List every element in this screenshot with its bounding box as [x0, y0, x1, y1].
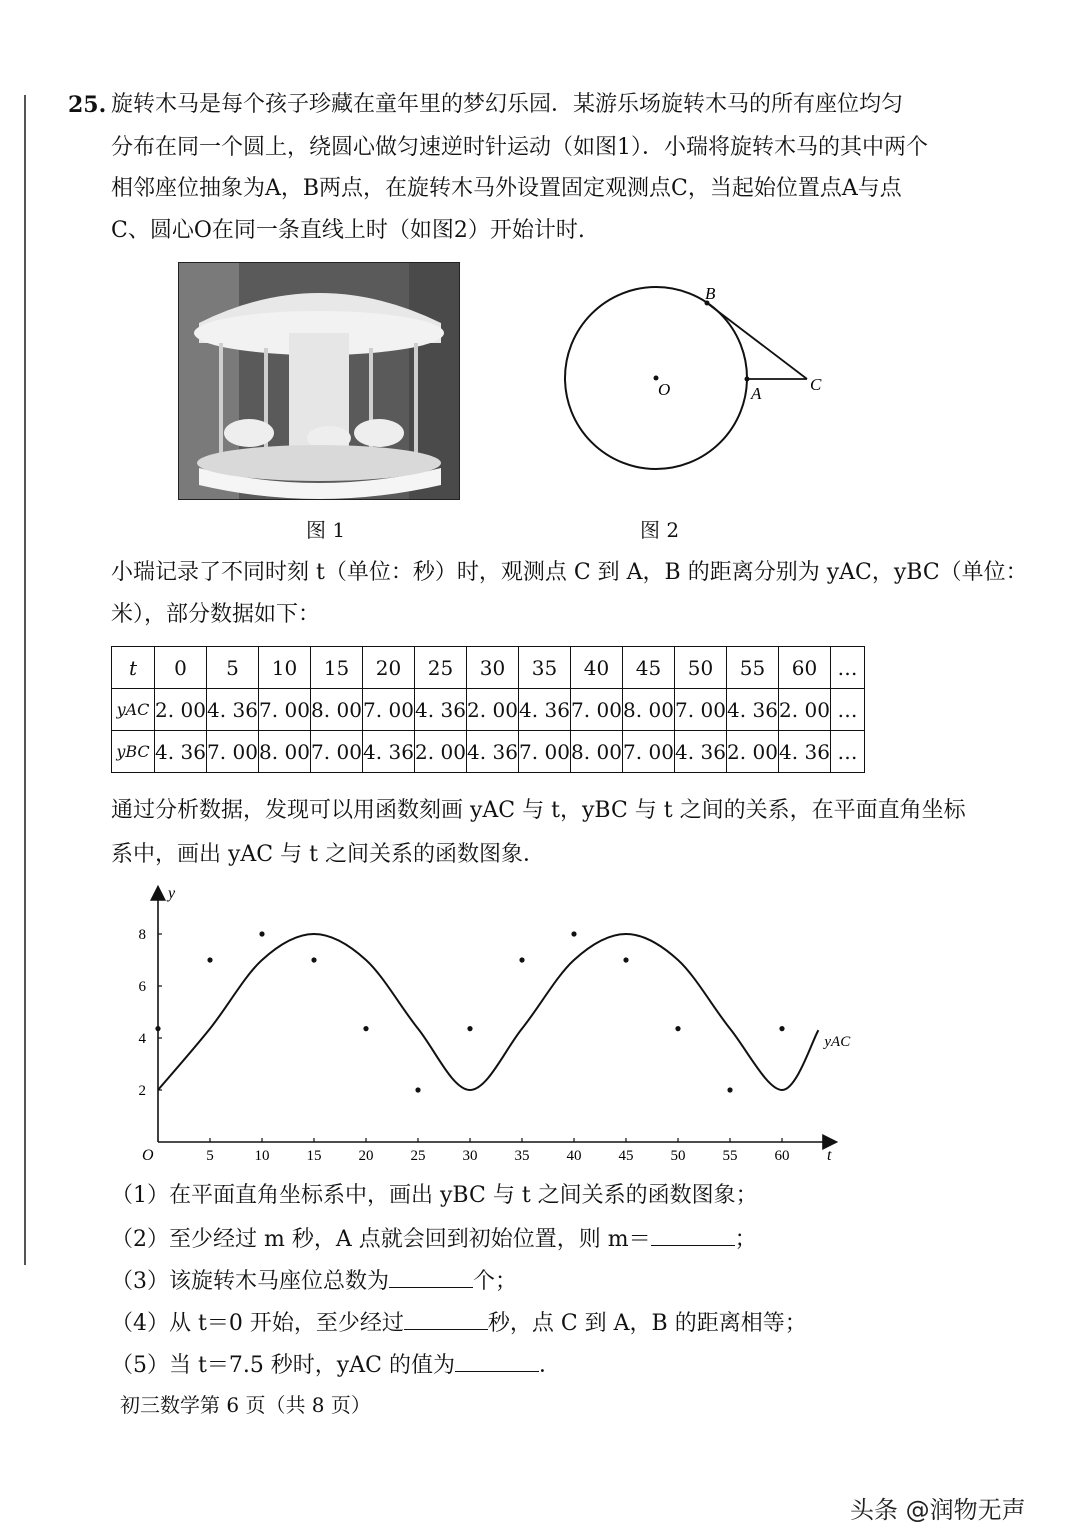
subquestion-3-end: 个； [473, 1269, 518, 1294]
data-point [571, 931, 576, 936]
table-cell: 2. 00 [727, 731, 779, 773]
table-cell: 4. 36 [727, 689, 779, 731]
figure-2-diagram [555, 275, 845, 505]
table-cell: 4. 36 [155, 731, 207, 773]
data-point [467, 1026, 472, 1031]
data-table [111, 646, 865, 773]
table-cell: 7. 00 [571, 689, 623, 731]
x-tick-label: 50 [670, 1148, 686, 1164]
table-cell: 4. 36 [675, 731, 727, 773]
x-tick-label: 25 [410, 1148, 426, 1164]
x-tick-label: 35 [514, 1148, 530, 1164]
table-cell: 7. 00 [259, 689, 311, 731]
table-cell: 60 [779, 647, 831, 689]
answer-blank-4[interactable] [404, 1311, 488, 1330]
watermark: 头条 @润物无声 [850, 1496, 1026, 1524]
table-cell: 2. 00 [155, 689, 207, 731]
x-tick-label: 60 [774, 1148, 790, 1164]
label-c: C [810, 375, 822, 394]
table-cell: 15 [311, 647, 363, 689]
table-cell: 7. 00 [519, 731, 571, 773]
table-cell: 2. 00 [415, 731, 467, 773]
table-header-row [112, 647, 865, 689]
subquestion-3 [111, 1269, 517, 1293]
page-footer: 初三数学第 6 页（共 8 页） [120, 1393, 371, 1417]
data-point [363, 1026, 368, 1031]
table-row-ybc [112, 731, 865, 773]
data-point [415, 1087, 420, 1092]
table-cell: 4. 36 [207, 689, 259, 731]
intro-line-2: 米），部分数据如下： [111, 602, 321, 627]
subquestion-1: （1）在平面直角坐标系中，画出 yBC 与 t 之间关系的函数图象； [111, 1183, 758, 1208]
table-cell: 4. 36 [519, 689, 571, 731]
table-cell: 50 [675, 647, 727, 689]
table-cell: 8. 00 [623, 689, 675, 731]
table-row-yac [112, 689, 865, 731]
x-tick-label: 45 [618, 1148, 634, 1164]
subquestion-5-end: ． [538, 1353, 561, 1378]
data-point [207, 957, 212, 962]
question-line-1: 旋转木马是每个孩子珍藏在童年里的梦幻乐园．某游乐场旋转木马的所有座位均匀 [111, 92, 904, 117]
figure-2-caption: 图 2 [640, 518, 680, 542]
origin-label: O [142, 1147, 154, 1164]
subquestion-2-end: ； [734, 1227, 757, 1252]
table-cell: 55 [727, 647, 779, 689]
binding-margin-line [24, 95, 26, 1265]
x-tick-label: 55 [722, 1148, 738, 1164]
data-point [155, 1026, 160, 1031]
table-cell: 8. 00 [311, 689, 363, 731]
subquestion-2-text: （2）至少经过 m 秒，A 点就会回到初始位置，则 m＝ [111, 1227, 651, 1252]
y-tick-label: 6 [138, 979, 146, 995]
data-point [623, 957, 628, 962]
intro-line-1: 小瑞记录了不同时刻 t（单位：秒）时，观测点 C 到 A，B 的距离分别为 yAC，yBC（单位： [111, 560, 1028, 585]
subquestion-5-text: （5）当 t＝7.5 秒时，yAC 的值为 [111, 1353, 455, 1378]
table-cell: 25 [415, 647, 467, 689]
x-tick-label: 30 [462, 1148, 478, 1164]
subquestion-4-end: 秒，点 C 到 A，B 的距离相等； [487, 1311, 807, 1336]
table-cell: t [112, 647, 155, 689]
table-cell: 45 [623, 647, 675, 689]
question-line-3: 相邻座位抽象为A，B两点，在旋转木马外设置固定观测点C，当起始位置点A与点 [111, 176, 902, 201]
label-a: A [751, 384, 762, 403]
data-point [779, 1026, 784, 1031]
table-cell: 7. 00 [675, 689, 727, 731]
data-point [727, 1087, 732, 1092]
y-axis-label: y [168, 885, 176, 902]
table-cell: 0 [155, 647, 207, 689]
x-tick-label: 40 [566, 1148, 582, 1164]
x-tick-label: 10 [254, 1148, 270, 1164]
answer-blank-5[interactable] [455, 1353, 539, 1372]
subquestion-3-text: （3）该旋转木马座位总数为 [111, 1269, 389, 1294]
table-cell: 2. 00 [467, 689, 519, 731]
table-cell: 4. 36 [779, 731, 831, 773]
table-cell: 4. 36 [467, 731, 519, 773]
carousel-photo [178, 262, 460, 500]
label-o: O [658, 380, 671, 399]
y-tick-label: 2 [138, 1083, 146, 1099]
question-number: 25. [68, 92, 107, 118]
table-cell: … [831, 689, 865, 731]
y-tick-label: 8 [138, 927, 146, 943]
function-graph [130, 880, 860, 1170]
question-line-2: 分布在同一个圆上，绕圆心做匀速逆时针运动（如图1）．小瑞将旋转木马的其中两个 [111, 135, 928, 160]
subquestion-4-text: （4）从 t＝0 开始，至少经过 [111, 1311, 404, 1336]
table-cell: 10 [259, 647, 311, 689]
data-point [311, 957, 316, 962]
table-cell: … [831, 647, 865, 689]
data-point [259, 931, 264, 936]
data-point [519, 957, 524, 962]
table-cell: 4. 36 [415, 689, 467, 731]
table-cell: 7. 00 [311, 731, 363, 773]
table-cell: yAC [112, 689, 155, 731]
x-tick-label: 5 [206, 1148, 214, 1164]
label-b: B [705, 284, 716, 303]
table-cell: 7. 00 [207, 731, 259, 773]
yac-curve [158, 934, 818, 1090]
analysis-line-2: 系中，画出 yAC 与 t 之间关系的函数图象． [111, 842, 545, 867]
table-cell: 7. 00 [623, 731, 675, 773]
x-axis-label: t [827, 1147, 832, 1164]
table-cell: 7. 00 [363, 689, 415, 731]
table-cell: 8. 00 [259, 731, 311, 773]
point-a [745, 377, 750, 382]
table-cell: 8. 00 [571, 731, 623, 773]
question-line-4: C、圆心O在同一条直线上时（如图2）开始计时. [111, 218, 585, 243]
subquestion-5 [111, 1353, 561, 1377]
table-cell: 2. 00 [779, 689, 831, 731]
table-cell: 30 [467, 647, 519, 689]
x-tick-label: 20 [358, 1148, 374, 1164]
subquestion-2 [111, 1227, 757, 1251]
answer-blank-3[interactable] [389, 1269, 473, 1288]
figure-1-caption: 图 1 [306, 518, 346, 542]
table-cell: … [831, 731, 865, 773]
table-cell: 35 [519, 647, 571, 689]
segment-bc [707, 303, 807, 379]
table-cell: 20 [363, 647, 415, 689]
subquestion-4 [111, 1311, 807, 1335]
x-tick-label: 15 [306, 1148, 322, 1164]
data-point [675, 1026, 680, 1031]
analysis-line-1: 通过分析数据，发现可以用函数刻画 yAC 与 t，yBC 与 t 之间的关系，在平面直角坐标 [111, 798, 966, 823]
table-cell: yBC [112, 731, 155, 773]
answer-blank-2[interactable] [651, 1227, 735, 1246]
table-cell: 40 [571, 647, 623, 689]
table-cell: 4. 36 [363, 731, 415, 773]
table-cell: 5 [207, 647, 259, 689]
curve-label: yAC [824, 1034, 851, 1051]
y-tick-label: 4 [138, 1031, 146, 1047]
